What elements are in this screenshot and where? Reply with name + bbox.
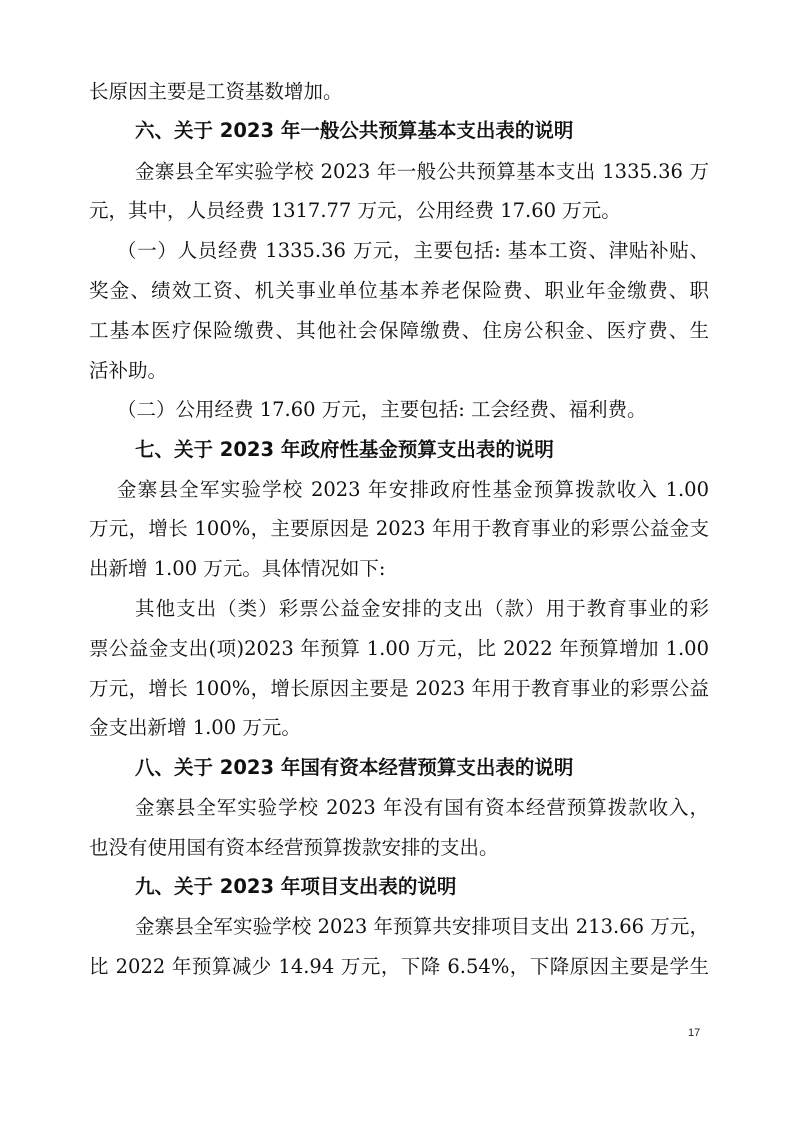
paragraph-line: （二）公用经费 17.60 万元，主要包括: 工会经费、福利费。: [117, 398, 647, 421]
paragraph-line: （一）人员经费 1335.36 万元，主要包括: 基本工资、津贴补贴、: [117, 239, 709, 262]
paragraph-line: 万元，增长 100%，增长原因主要是 2023 年用于教育事业的彩票公益: [89, 677, 709, 700]
section-heading-8: 八、关于 2023 年国有资本经营预算支出表的说明: [135, 756, 574, 779]
paragraph-line: 万元，增长 100%，主要原因是 2023 年用于教育事业的彩票公益金支: [89, 517, 709, 540]
paragraph-line: 金寨县全军实验学校 2023 年安排政府性基金预算拨款收入 1.00: [117, 478, 709, 501]
section-heading-6: 六、关于 2023 年一般公共预算基本支出表的说明: [135, 119, 574, 142]
paragraph-line: 比 2022 年预算减少 14.94 万元，下降 6.54%，下降原因主要是学生: [89, 955, 709, 978]
paragraph-line: 金寨县全军实验学校 2023 年没有国有资本经营预算拨款收入，: [135, 796, 709, 819]
section-heading-9: 九、关于 2023 年项目支出表的说明: [135, 875, 457, 898]
section-heading-7: 七、关于 2023 年政府性基金预算支出表的说明: [135, 438, 554, 461]
paragraph-line: 奖金、绩效工资、机关事业单位基本养老保险费、职业年金缴费、职: [89, 279, 709, 302]
paragraph-line: 出新增 1.00 万元。具体情况如下:: [89, 557, 386, 580]
paragraph-line: 金寨县全军实验学校 2023 年一般公共预算基本支出 1335.36 万: [135, 160, 709, 183]
paragraph-line: 元，其中，人员经费 1317.77 万元，公用经费 17.60 万元。: [89, 199, 621, 222]
paragraph-line: 活补助。: [89, 359, 168, 382]
paragraph-line: 金支出新增 1.00 万元。: [89, 716, 301, 739]
paragraph-line: 也没有使用国有资本经营预算拨款安排的支出。: [89, 836, 499, 859]
paragraph-line: 金寨县全军实验学校 2023 年预算共安排项目支出 213.66 万元，: [135, 915, 709, 938]
page-number: 17: [688, 1027, 701, 1039]
paragraph-line: 工基本医疗保险缴费、其他社会保障缴费、住房公积金、医疗费、生: [89, 319, 709, 342]
paragraph-line: 票公益金支出(项)2023 年预算 1.00 万元，比 2022 年预算增加 1.00: [89, 637, 709, 660]
paragraph-line: 其他支出（类）彩票公益金安排的支出（款）用于教育事业的彩: [135, 597, 709, 620]
paragraph-line: 长原因主要是工资基数增加。: [89, 80, 343, 103]
